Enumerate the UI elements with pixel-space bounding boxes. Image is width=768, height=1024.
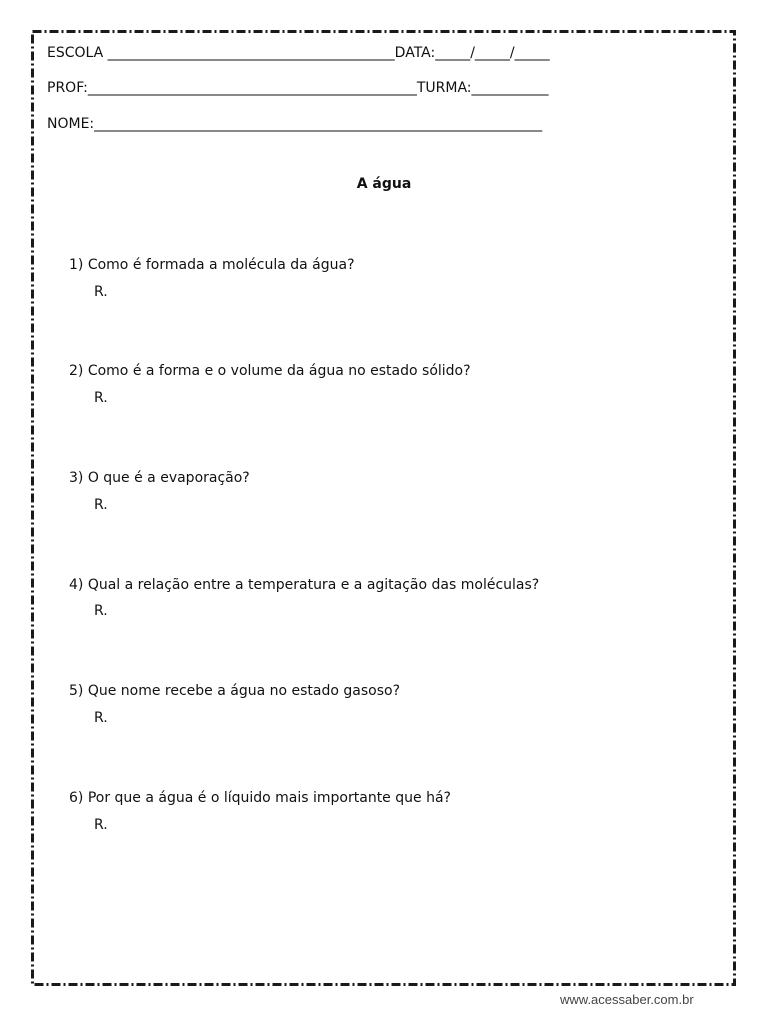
school-date-line: ESCOLA _________________________________________DATA:_____/_____/_____ — [47, 45, 550, 61]
question-3: 3) O que é a evaporação? — [69, 470, 250, 486]
question-6: 6) Por que a água é o líquido mais importante que há? — [69, 790, 451, 806]
answer-label-5: R. — [94, 710, 108, 726]
question-4: 4) Qual a relação entre a temperatura e a agitação das moléculas? — [69, 577, 540, 593]
answer-label-3: R. — [94, 497, 108, 513]
question-2: 2) Como é a forma e o volume da água no estado sólido? — [69, 363, 471, 379]
question-5: 5) Que nome recebe a água no estado gasoso? — [69, 683, 401, 699]
question-1: 1) Como é formada a molécula da água? — [69, 257, 355, 273]
answer-label-6: R. — [94, 817, 108, 833]
worksheet-title: A água — [356, 176, 412, 192]
answer-label-2: R. — [94, 390, 108, 406]
answer-label-4: R. — [94, 603, 108, 619]
website-footer: www.acessaber.com.br — [560, 992, 694, 1007]
teacher-class-line: PROF:_______________________________________________TURMA:___________ — [47, 80, 549, 96]
student-name-line: NOME:________________________________________________________________ — [47, 116, 543, 132]
answer-label-1: R. — [94, 284, 108, 300]
